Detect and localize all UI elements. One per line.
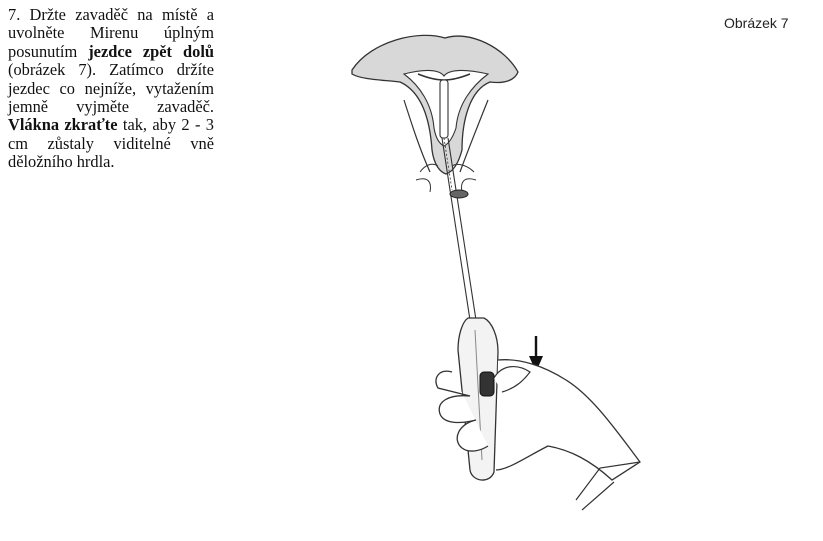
slider [480, 372, 494, 396]
instruction-emphasis-slider: jezdce zpět dolů [88, 41, 214, 61]
instruction-emphasis-threads: Vlákna zkraťte [8, 115, 118, 135]
flange [450, 190, 468, 198]
insertion-illustration [330, 25, 660, 525]
iud-stem [440, 80, 448, 138]
figure-caption: Obrázek 7 [724, 15, 789, 31]
instruction-part-2: (obrázek 7). Zatímco držíte jezdec co nejníže, vytažením jemně vyjměte zavaděč. [8, 60, 214, 117]
instruction-part-3: tak, aby 2 - 3 cm zůstaly viditelné vně děložního hrdla. [8, 115, 214, 172]
instruction-text [8, 6, 214, 172]
instruction-part-1: 7. Držte zavaděč na místě a uvolněte Mirenu úplným posunutím [8, 5, 214, 61]
